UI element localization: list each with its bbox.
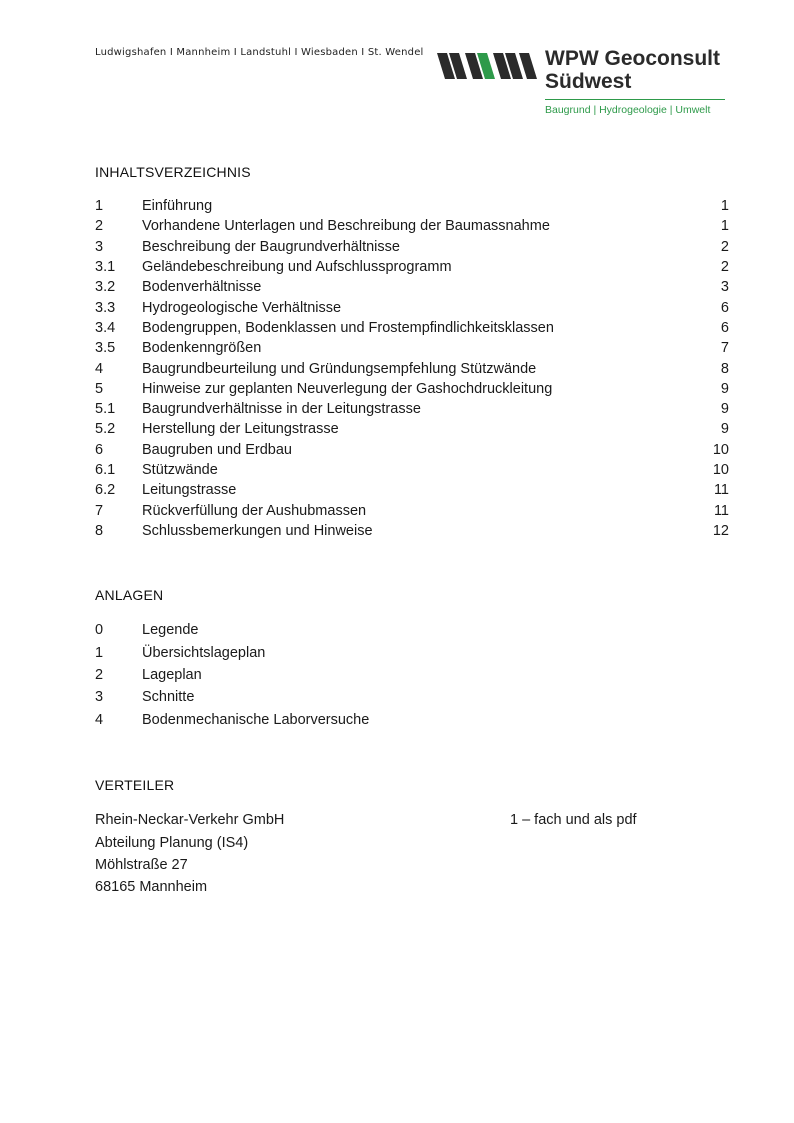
toc-entry-title: Beschreibung der Baugrundverhältnisse <box>142 238 400 255</box>
toc-entry[interactable] <box>95 196 729 216</box>
toc-entry-number: 7 <box>95 502 104 519</box>
toc-entry[interactable] <box>95 521 729 541</box>
toc-heading: INHALTSVERZEICHNIS <box>95 164 251 180</box>
toc-entry-title: Baugrundverhältnisse in der Leitungstrasse <box>142 401 421 418</box>
annex-item-title: Bodenmechanische Laborversuche <box>142 711 370 728</box>
toc-entry-title: Hinweise zur geplanten Neuverlegung der Gashochdruckleitung <box>142 380 553 397</box>
header-locations: Ludwigshafen I Mannheim I Landstuhl I Wiesbaden I St. Wendel <box>95 47 424 58</box>
toc-entry[interactable] <box>95 216 729 236</box>
annex-item <box>95 686 495 708</box>
distribution-block <box>95 809 715 899</box>
toc-entry-page: 3 <box>720 279 729 296</box>
toc-entry-number: 1 <box>95 198 104 215</box>
address-line: 68165 Mannheim <box>95 879 208 896</box>
toc-entry[interactable] <box>95 460 729 480</box>
toc-entry-page: 8 <box>720 360 729 377</box>
toc-entry-title: Hydrogeologische Verhältnisse <box>142 299 342 316</box>
address-line: Möhlstraße 27 <box>95 856 188 873</box>
distribution-heading: VERTEILER <box>95 777 175 793</box>
toc-entry[interactable] <box>95 277 729 297</box>
toc-entry[interactable] <box>95 419 729 439</box>
toc-entry-title: Bodenverhältnisse <box>142 279 262 296</box>
toc-entry[interactable] <box>95 480 729 500</box>
toc-entry-number: 2 <box>95 218 104 235</box>
address-line: Rhein-Neckar-Verkehr GmbH <box>95 812 285 829</box>
toc-entry-number: 3.1 <box>95 259 116 276</box>
toc-entry-title: Bodenkenngrößen <box>142 340 262 357</box>
toc-entry-title: Vorhandene Unterlagen und Beschreibung der Baumassnahme <box>142 218 550 235</box>
toc-entry-page: 9 <box>720 380 729 397</box>
annex-heading: ANLAGEN <box>95 587 164 603</box>
toc-entry[interactable] <box>95 379 729 399</box>
toc-entry-page: 1 <box>720 218 729 235</box>
toc-entry-title: Baugrundbeurteilung und Gründungsempfehlung Stützwände <box>142 360 537 377</box>
toc-entry-page: 9 <box>720 421 729 438</box>
toc-entry-title: Herstellung der Leitungstrasse <box>142 421 339 438</box>
annex-item-title: Übersichtslageplan <box>142 644 266 661</box>
annex-item <box>95 619 495 641</box>
annex-item <box>95 709 495 731</box>
toc-entry-number: 4 <box>95 360 104 377</box>
toc-entry-title: Einführung <box>142 198 213 215</box>
address-line: Abteilung Planung (IS4) <box>95 834 249 851</box>
annex-item-number: 3 <box>95 689 104 706</box>
toc-entry-page: 9 <box>720 401 729 418</box>
annex-item-title: Schnitte <box>142 689 195 706</box>
toc-entry[interactable] <box>95 358 729 378</box>
toc-entry-page: 6 <box>720 299 729 316</box>
company-logo <box>435 47 735 122</box>
toc-entry-title: Rückverfüllung der Aushubmassen <box>142 502 367 519</box>
toc-entry-title: Baugruben und Erdbau <box>142 441 292 458</box>
toc-entry-title: Bodengruppen, Bodenklassen und Frostempfindlichkeitsklassen <box>142 319 554 336</box>
toc-entry-title: Leitungstrasse <box>142 482 237 499</box>
table-of-contents <box>95 196 729 541</box>
toc-entry-page: 1 <box>720 198 729 215</box>
annex-item <box>95 641 495 663</box>
toc-entry-number: 5.2 <box>95 421 116 438</box>
logo-name-line1: WPW Geoconsult <box>545 47 720 70</box>
logo-name <box>545 47 720 93</box>
annex-item-number: 0 <box>95 622 104 639</box>
toc-entry-title: Stützwände <box>142 462 218 478</box>
annex-item-number: 1 <box>95 644 104 661</box>
toc-entry-page: 10 <box>712 441 729 458</box>
toc-entry[interactable] <box>95 338 729 358</box>
toc-entry-number: 3.4 <box>95 319 116 336</box>
toc-entry-number: 6 <box>95 441 104 458</box>
toc-entry-number: 3.3 <box>95 299 116 316</box>
toc-entry-number: 6.2 <box>95 482 116 499</box>
toc-entry-number: 3 <box>95 238 104 255</box>
annex-item-title: Lageplan <box>142 666 202 683</box>
toc-entry-title: Geländebeschreibung und Aufschlussprogramm <box>142 259 452 276</box>
toc-entry-number: 5.1 <box>95 401 116 418</box>
logo-name-line2: Südwest <box>545 70 632 93</box>
annex-item <box>95 664 495 686</box>
toc-entry[interactable] <box>95 440 729 460</box>
toc-entry-page: 2 <box>720 238 729 255</box>
toc-entry-page: 7 <box>720 340 729 357</box>
toc-entry-page: 11 <box>713 482 729 499</box>
toc-entry-page: 12 <box>712 522 729 539</box>
toc-entry-page: 6 <box>720 319 729 336</box>
toc-entry[interactable] <box>95 318 729 338</box>
logo-tagline: Baugrund | Hydrogeologie | Umwelt <box>545 104 711 116</box>
annex-item-number: 4 <box>95 711 104 728</box>
toc-entry[interactable] <box>95 257 729 277</box>
toc-entry[interactable] <box>95 297 729 317</box>
annex-list <box>95 619 495 731</box>
toc-entry[interactable] <box>95 399 729 419</box>
annex-item-title: Legende <box>142 622 199 639</box>
logo-divider <box>545 99 725 100</box>
toc-entry-number: 5 <box>95 380 104 397</box>
toc-entry-page: 10 <box>712 462 729 478</box>
toc-entry-page: 2 <box>720 259 729 276</box>
toc-entry-number: 6.1 <box>95 462 116 478</box>
copies-note: 1 – fach und als pdf <box>510 812 637 829</box>
annex-item-number: 2 <box>95 666 104 683</box>
toc-entry-title: Schlussbemerkungen und Hinweise <box>142 522 373 539</box>
toc-entry-number: 8 <box>95 522 104 539</box>
toc-entry[interactable] <box>95 500 729 520</box>
toc-entry-page: 11 <box>713 502 729 519</box>
toc-entry-number: 3.2 <box>95 279 116 296</box>
toc-entry-number: 3.5 <box>95 340 116 357</box>
logo-mark-icon <box>435 51 539 81</box>
toc-entry[interactable] <box>95 237 729 257</box>
